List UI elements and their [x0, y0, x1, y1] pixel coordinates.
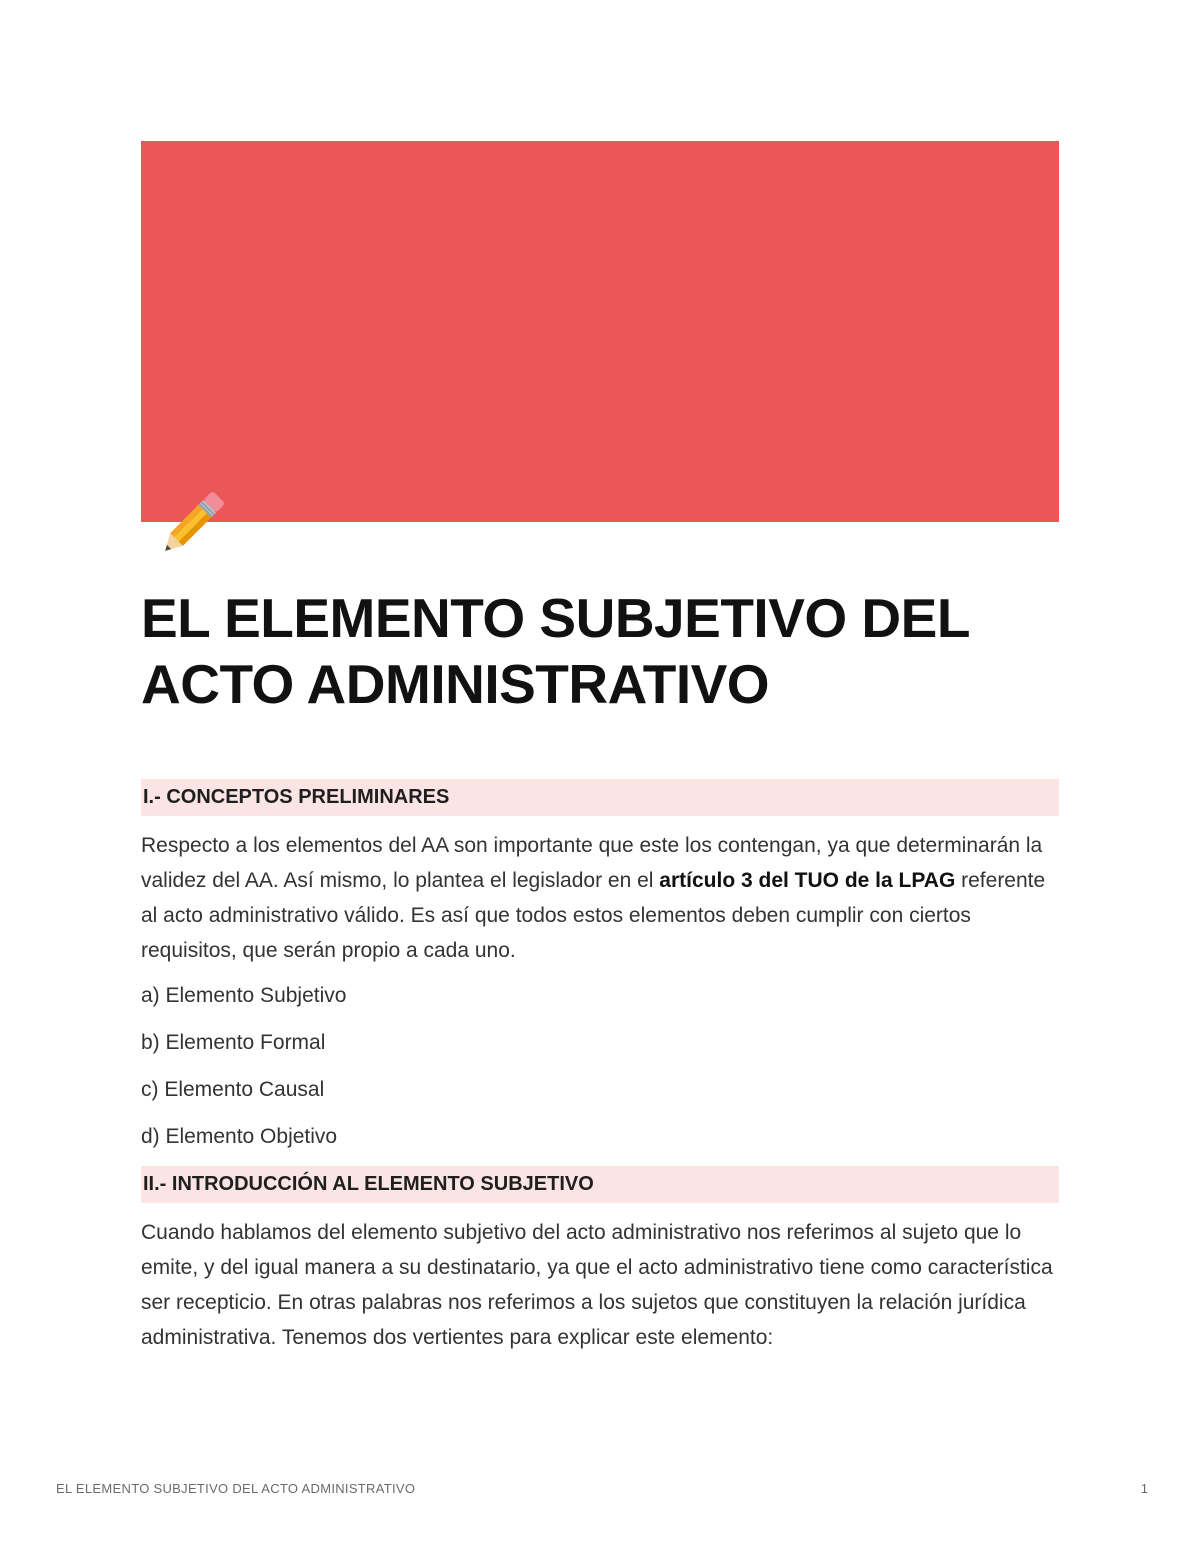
paragraph-conceptos: [141, 828, 1059, 968]
footer-document-title: EL ELEMENTO SUBJETIVO DEL ACTO ADMINISTRATIVO: [56, 1481, 416, 1496]
section-heading-conceptos: I.- CONCEPTOS PRELIMINARES: [141, 779, 1059, 816]
section-heading-introduccion: II.- INTRODUCCIÓN AL ELEMENTO SUBJETIVO: [141, 1166, 1059, 1203]
list-item: c) Elemento Causal: [141, 1078, 325, 1101]
list-item: a) Elemento Subjetivo: [141, 984, 347, 1007]
document-body: [141, 585, 1059, 1355]
list-item: b) Elemento Formal: [141, 1031, 326, 1054]
footer-page-number: 1: [1140, 1481, 1148, 1496]
paragraph-bold-reference: artículo 3 del TUO de la LPAG: [659, 869, 956, 892]
page-title: EL ELEMENTO SUBJETIVO DEL ACTO ADMINISTRATIVO: [141, 587, 969, 715]
paragraph-text: Respecto a los elementos del AA son importante que este los contengan, ya que determinarán la validez del AA. Así mismo, lo plantea el legislador en el: [141, 834, 1043, 892]
paragraph-text: referente al acto administrativo válido. Es así que todos estos elementos deben cumplir con ciertos requisitos, que serán propio a cada uno.: [141, 869, 1046, 962]
cover-image: [141, 141, 1059, 522]
list-item: d) Elemento Objetivo: [141, 1125, 338, 1148]
paragraph-introduccion: Cuando hablamos del elemento subjetivo del acto administrativo nos referimos al sujeto que lo emite, y del igual manera a su destinatario, ya que el acto administrativo tiene como característica ser recepticio. En otras palabras nos referimos a los sujetos que constituyen la relación jurídica administrativa. Tenemos dos vertientes para explicar este elemento:: [141, 1221, 1053, 1349]
pencil-icon: [150, 484, 234, 568]
